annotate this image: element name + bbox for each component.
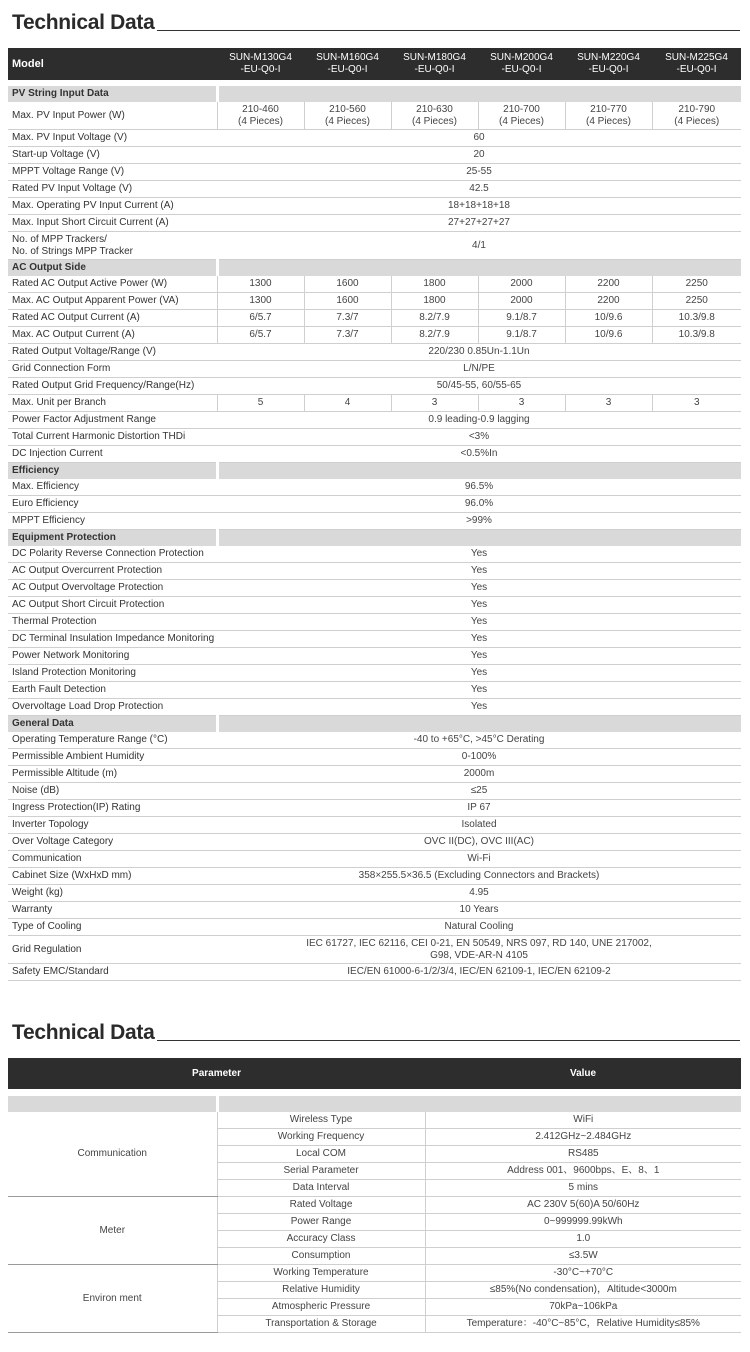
table-header-row — [8, 1058, 741, 1089]
spec-label: DC Terminal Insulation Impedance Monitoring — [8, 631, 217, 648]
spec-row — [8, 344, 741, 361]
spec-value: 5 — [217, 395, 304, 412]
spec-value: 1600 — [304, 276, 391, 293]
spec-row — [8, 361, 741, 378]
band-right — [217, 1096, 741, 1112]
spec-label: Max. AC Output Current (A) — [8, 327, 217, 344]
spec-label — [8, 232, 217, 260]
model-name-line: SUN-M200G4 — [490, 52, 553, 63]
spec-value-line: (4 Pieces) — [411, 115, 457, 127]
spec-row — [8, 563, 741, 580]
spec-row — [8, 395, 741, 412]
spec-row — [8, 648, 741, 665]
spec-row — [8, 378, 741, 395]
spec-value: 6/5.7 — [217, 327, 304, 344]
spec-value: 20 — [217, 147, 741, 164]
gap-cell — [8, 1089, 741, 1096]
spec-value — [478, 102, 565, 130]
spec-label: Operating Temperature Range (°C) — [8, 732, 217, 749]
model-name-line: SUN-M160G4 — [316, 52, 379, 63]
spec-value-line: 210-630 — [416, 103, 453, 115]
spec-value — [652, 102, 741, 130]
parameter-value: -30°C~+70°C — [425, 1265, 741, 1282]
spec-label: Total Current Harmonic Distortion THDi — [8, 429, 217, 446]
spec-value-line: 210-560 — [329, 103, 366, 115]
section1-title: Technical Data — [12, 11, 155, 34]
spec-value: Yes — [217, 563, 741, 580]
spec-value: 3 — [652, 395, 741, 412]
spec-row — [8, 834, 741, 851]
spec-row — [8, 327, 741, 344]
model-name — [652, 48, 741, 80]
parameter-row — [8, 1112, 741, 1129]
spec-label: Max. PV Input Voltage (V) — [8, 130, 217, 147]
spec-label: Noise (dB) — [8, 783, 217, 800]
parameter-value: 1.0 — [425, 1231, 741, 1248]
spec-value: 1600 — [304, 293, 391, 310]
spec-value: 4/1 — [217, 232, 741, 260]
section2-title-rule — [157, 1040, 740, 1041]
spec-value: 2250 — [652, 276, 741, 293]
section-band — [217, 86, 741, 102]
section-label: Efficiency — [8, 463, 217, 480]
spec-row — [8, 766, 741, 783]
spec-value: 2200 — [565, 276, 652, 293]
parameter-value: RS485 — [425, 1146, 741, 1163]
spec-value: 7.3/7 — [304, 327, 391, 344]
parameter-value: Address 001、9600bps、E、8、1 — [425, 1163, 741, 1180]
spec-value: 10/9.6 — [565, 327, 652, 344]
spec-label: Warranty — [8, 902, 217, 919]
spec-value: 96.5% — [217, 479, 741, 496]
spec-value: 50/45-55, 60/55-65 — [217, 378, 741, 395]
spec-value: 9.1/8.7 — [478, 310, 565, 327]
section2-title: Technical Data — [12, 1021, 155, 1044]
spec-row — [8, 164, 741, 181]
spec-label: Type of Cooling — [8, 919, 217, 936]
spec-label: MPPT Efficiency — [8, 513, 217, 530]
spec-row — [8, 919, 741, 936]
spec-label-line: No. of Strings MPP Tracker — [12, 245, 133, 257]
parameter-name: Working Temperature — [217, 1265, 425, 1282]
spec-label: Rated Output Grid Frequency/Range(Hz) — [8, 378, 217, 395]
spec-row — [8, 310, 741, 327]
spec-label: Safety EMC/Standard — [8, 964, 217, 981]
spec-value — [565, 102, 652, 130]
spec-label: MPPT Voltage Range (V) — [8, 164, 217, 181]
parameter-value: 0~999999.99kWh — [425, 1214, 741, 1231]
spec-value: 4 — [304, 395, 391, 412]
spec-label: AC Output Overvoltage Protection — [8, 580, 217, 597]
spec-value: 7.3/7 — [304, 310, 391, 327]
spec-row — [8, 868, 741, 885]
spec-row — [8, 732, 741, 749]
parameter-row — [8, 1197, 741, 1214]
parameter-name: Wireless Type — [217, 1112, 425, 1129]
table-header-row — [8, 48, 741, 80]
spec-row — [8, 964, 741, 981]
section-band — [217, 716, 741, 733]
parameter-value: AC 230V 5(60)A 50/60Hz — [425, 1197, 741, 1214]
spec-value: Yes — [217, 648, 741, 665]
parameter-name: Atmospheric Pressure — [217, 1299, 425, 1316]
spec-value-line: (4 Pieces) — [237, 115, 283, 127]
spec-row — [8, 783, 741, 800]
spec-value: Yes — [217, 682, 741, 699]
parameter-name: Data Interval — [217, 1180, 425, 1197]
spec-label: Permissible Altitude (m) — [8, 766, 217, 783]
spec-value: 27+27+27+27 — [217, 215, 741, 232]
spec-value: Wi-Fi — [217, 851, 741, 868]
spec-value — [304, 102, 391, 130]
parameter-name: Transportation & Storage — [217, 1316, 425, 1333]
model-name-line: -EU-Q0-I — [501, 64, 542, 75]
spec-label: Grid Regulation — [8, 936, 217, 964]
model-name-line: -EU-Q0-I — [588, 64, 629, 75]
spec-row — [8, 412, 741, 429]
spec-row — [8, 800, 741, 817]
spec-row — [8, 479, 741, 496]
spec-value: L/N/PE — [217, 361, 741, 378]
spec-row — [8, 513, 741, 530]
spec-label: Island Protection Monitoring — [8, 665, 217, 682]
spec-row — [8, 276, 741, 293]
spec-value: 42.5 — [217, 181, 741, 198]
spec-row — [8, 580, 741, 597]
spec-row — [8, 817, 741, 834]
parameter-value: WiFi — [425, 1112, 741, 1129]
spec-value-line: G98, VDE-AR-N 4105 — [430, 949, 528, 961]
spec-label: Rated PV Input Voltage (V) — [8, 181, 217, 198]
parameter-row — [8, 1265, 741, 1282]
spec-row — [8, 215, 741, 232]
spec-value: 96.0% — [217, 496, 741, 513]
model-name-line: SUN-M130G4 — [229, 52, 292, 63]
spec-value-line: (4 Pieces) — [674, 115, 720, 127]
spec-value: IP 67 — [217, 800, 741, 817]
spec-value: 358×255.5×36.5 (Excluding Connectors and Brackets) — [217, 868, 741, 885]
model-header-label: Model — [8, 48, 217, 80]
spec-value: Yes — [217, 546, 741, 563]
spec-value: IEC/EN 61000-6-1/2/3/4, IEC/EN 62109-1, IEC/EN 62109-2 — [217, 964, 741, 981]
spec-label: Max. Unit per Branch — [8, 395, 217, 412]
spec-row — [8, 902, 741, 919]
spec-label: Max. AC Output Apparent Power (VA) — [8, 293, 217, 310]
section-header-row — [8, 716, 741, 733]
parameter-value: 5 mins — [425, 1180, 741, 1197]
parameter-value: Temperature：-40°C~85°C，Relative Humidity≤85% — [425, 1316, 741, 1333]
spec-row — [8, 682, 741, 699]
header-gap — [8, 1089, 741, 1096]
spec-label: Max. Efficiency — [8, 479, 217, 496]
spec-label: Ingress Protection(IP) Rating — [8, 800, 217, 817]
spec-label: Over Voltage Category — [8, 834, 217, 851]
spec-value: 4.95 — [217, 885, 741, 902]
spec-row — [8, 749, 741, 766]
model-name-line: -EU-Q0-I — [240, 64, 281, 75]
model-name-line: SUN-M220G4 — [577, 52, 640, 63]
spec-row — [8, 130, 741, 147]
spec-label: Max. Input Short Circuit Current (A) — [8, 215, 217, 232]
spec-value: Natural Cooling — [217, 919, 741, 936]
group-name: Environ ment — [8, 1265, 217, 1333]
spec-label: Euro Efficiency — [8, 496, 217, 513]
spec-label: AC Output Short Circuit Protection — [8, 597, 217, 614]
spec-value: 25-55 — [217, 164, 741, 181]
spec-value-line: 210-790 — [678, 103, 716, 115]
parameter-name: Consumption — [217, 1248, 425, 1265]
parameter-header: Parameter — [8, 1058, 425, 1089]
spec-value-line: (4 Pieces) — [585, 115, 631, 127]
section-header-row — [8, 530, 741, 547]
spec-row — [8, 293, 741, 310]
spec-row — [8, 446, 741, 463]
spec-value: Yes — [217, 665, 741, 682]
model-name — [391, 48, 478, 80]
section-header-row — [8, 463, 741, 480]
spec-value — [217, 102, 304, 130]
spec-row — [8, 851, 741, 868]
spec-label-line: No. of MPP Trackers/ — [12, 233, 107, 245]
spec-label: Communication — [8, 851, 217, 868]
group-name: Communication — [8, 1112, 217, 1197]
spec-row — [8, 885, 741, 902]
group-name: Meter — [8, 1197, 217, 1265]
parameter-name: Power Range — [217, 1214, 425, 1231]
spec-value: Isolated — [217, 817, 741, 834]
parameter-name: Local COM — [217, 1146, 425, 1163]
spec-row — [8, 198, 741, 215]
spec-label: DC Injection Current — [8, 446, 217, 463]
spec-value: Yes — [217, 580, 741, 597]
spec-value: ≤25 — [217, 783, 741, 800]
spec-value: <3% — [217, 429, 741, 446]
section-label: AC Output Side — [8, 260, 217, 277]
spec-value: 1300 — [217, 276, 304, 293]
spec-value: >99% — [217, 513, 741, 530]
spec-label: DC Polarity Reverse Connection Protection — [8, 546, 217, 563]
value-header: Value — [425, 1058, 741, 1089]
spec-value-line: (4 Pieces) — [324, 115, 370, 127]
spec-value: OVC II(DC), OVC III(AC) — [217, 834, 741, 851]
inverter-spec-table — [8, 48, 741, 981]
spec-value-line: 210-700 — [503, 103, 540, 115]
spec-label: Earth Fault Detection — [8, 682, 217, 699]
spec-label: Grid Connection Form — [8, 361, 217, 378]
section1-title-rule — [157, 30, 740, 31]
spec-value — [391, 102, 478, 130]
spec-value: Yes — [217, 614, 741, 631]
model-name-line: -EU-Q0-I — [414, 64, 455, 75]
spec-label: Rated AC Output Current (A) — [8, 310, 217, 327]
section-label: Equipment Protection — [8, 530, 217, 547]
section-header-row — [8, 260, 741, 277]
spec-value: 2000m — [217, 766, 741, 783]
spec-value: 18+18+18+18 — [217, 198, 741, 215]
spec-value: 6/5.7 — [217, 310, 304, 327]
spec-row — [8, 546, 741, 563]
spec-value: -40 to +65°C, >45°C Derating — [217, 732, 741, 749]
parameter-name: Working Frequency — [217, 1129, 425, 1146]
spec-value: 8.2/7.9 — [391, 327, 478, 344]
spec-value: 8.2/7.9 — [391, 310, 478, 327]
spec-value: 3 — [565, 395, 652, 412]
spec-label: Max. Operating PV Input Current (A) — [8, 198, 217, 215]
section-label: General Data — [8, 716, 217, 733]
parameter-name: Serial Parameter — [217, 1163, 425, 1180]
spec-value: 10.3/9.8 — [652, 327, 741, 344]
spec-value: <0.5%In — [217, 446, 741, 463]
spec-value: 1300 — [217, 293, 304, 310]
spec-value: 10/9.6 — [565, 310, 652, 327]
spec-value: 9.1/8.7 — [478, 327, 565, 344]
parameter-name: Relative Humidity — [217, 1282, 425, 1299]
section-label: PV String Input Data — [8, 86, 217, 102]
model-name — [565, 48, 652, 80]
parameter-value: 2.412GHz~2.484GHz — [425, 1129, 741, 1146]
parameter-value: ≤3.5W — [425, 1248, 741, 1265]
spec-row — [8, 232, 741, 260]
model-name-line: -EU-Q0-I — [327, 64, 368, 75]
spec-value: Yes — [217, 597, 741, 614]
spec-value: 1800 — [391, 276, 478, 293]
spec-label: Max. PV Input Power (W) — [8, 102, 217, 130]
spec-value: Yes — [217, 631, 741, 648]
model-name-line: -EU-Q0-I — [676, 64, 717, 75]
spec-label: Start-up Voltage (V) — [8, 147, 217, 164]
spec-value: 60 — [217, 130, 741, 147]
model-name-line: SUN-M225G4 — [665, 52, 728, 63]
spec-label: Inverter Topology — [8, 817, 217, 834]
band-left — [8, 1096, 217, 1112]
model-name — [217, 48, 304, 80]
spec-value: Yes — [217, 699, 741, 716]
spec-value: 2000 — [478, 293, 565, 310]
parameter-value: ≤85%(No condensation)，Altitude<3000m — [425, 1282, 741, 1299]
spec-value: 2250 — [652, 293, 741, 310]
section-header-row — [8, 86, 741, 102]
spec-label: AC Output Overcurrent Protection — [8, 563, 217, 580]
spec-row — [8, 102, 741, 130]
spec-row — [8, 665, 741, 682]
spec-value: 10.3/9.8 — [652, 310, 741, 327]
spec-row — [8, 699, 741, 716]
spec-value-line: 210-460 — [242, 103, 279, 115]
spec-value: 3 — [391, 395, 478, 412]
spec-value: 1800 — [391, 293, 478, 310]
spec-value: 3 — [478, 395, 565, 412]
grey-band-row — [8, 1096, 741, 1112]
spec-label: Power Network Monitoring — [8, 648, 217, 665]
spec-value-line: (4 Pieces) — [498, 115, 544, 127]
spec-label: Permissible Ambient Humidity — [8, 749, 217, 766]
parameter-name: Accuracy Class — [217, 1231, 425, 1248]
spec-label: Cabinet Size (WxHxD mm) — [8, 868, 217, 885]
spec-value-line: 210-770 — [590, 103, 627, 115]
spec-value: 0-100% — [217, 749, 741, 766]
spec-label: Thermal Protection — [8, 614, 217, 631]
spec-row — [8, 147, 741, 164]
model-name — [304, 48, 391, 80]
spec-label: Overvoltage Load Drop Protection — [8, 699, 217, 716]
section-band — [217, 530, 741, 547]
spec-value: 0.9 leading-0.9 lagging — [217, 412, 741, 429]
model-name — [478, 48, 565, 80]
spec-row — [8, 429, 741, 446]
spec-label: Weight (kg) — [8, 885, 217, 902]
section-band — [217, 463, 741, 480]
section-band — [217, 260, 741, 277]
spec-label: Rated Output Voltage/Range (V) — [8, 344, 217, 361]
spec-row — [8, 181, 741, 198]
spec-value: 2000 — [478, 276, 565, 293]
spec-value: 2200 — [565, 293, 652, 310]
spec-value — [217, 936, 741, 964]
spec-row — [8, 631, 741, 648]
parameter-value: 70kPa~106kPa — [425, 1299, 741, 1316]
spec-value-line: IEC 61727, IEC 62116, CEI 0-21, EN 50549, NRS 097, RD 140, UNE 217002, — [306, 937, 652, 949]
parameter-name: Rated Voltage — [217, 1197, 425, 1214]
spec-row — [8, 597, 741, 614]
module-parameter-table — [8, 1058, 741, 1333]
spec-value: 10 Years — [217, 902, 741, 919]
model-name-line: SUN-M180G4 — [403, 52, 466, 63]
spec-label: Power Factor Adjustment Range — [8, 412, 217, 429]
spec-row — [8, 614, 741, 631]
spec-value: 220/230 0.85Un-1.1Un — [217, 344, 741, 361]
spec-row — [8, 496, 741, 513]
spec-label: Rated AC Output Active Power (W) — [8, 276, 217, 293]
spec-row — [8, 936, 741, 964]
